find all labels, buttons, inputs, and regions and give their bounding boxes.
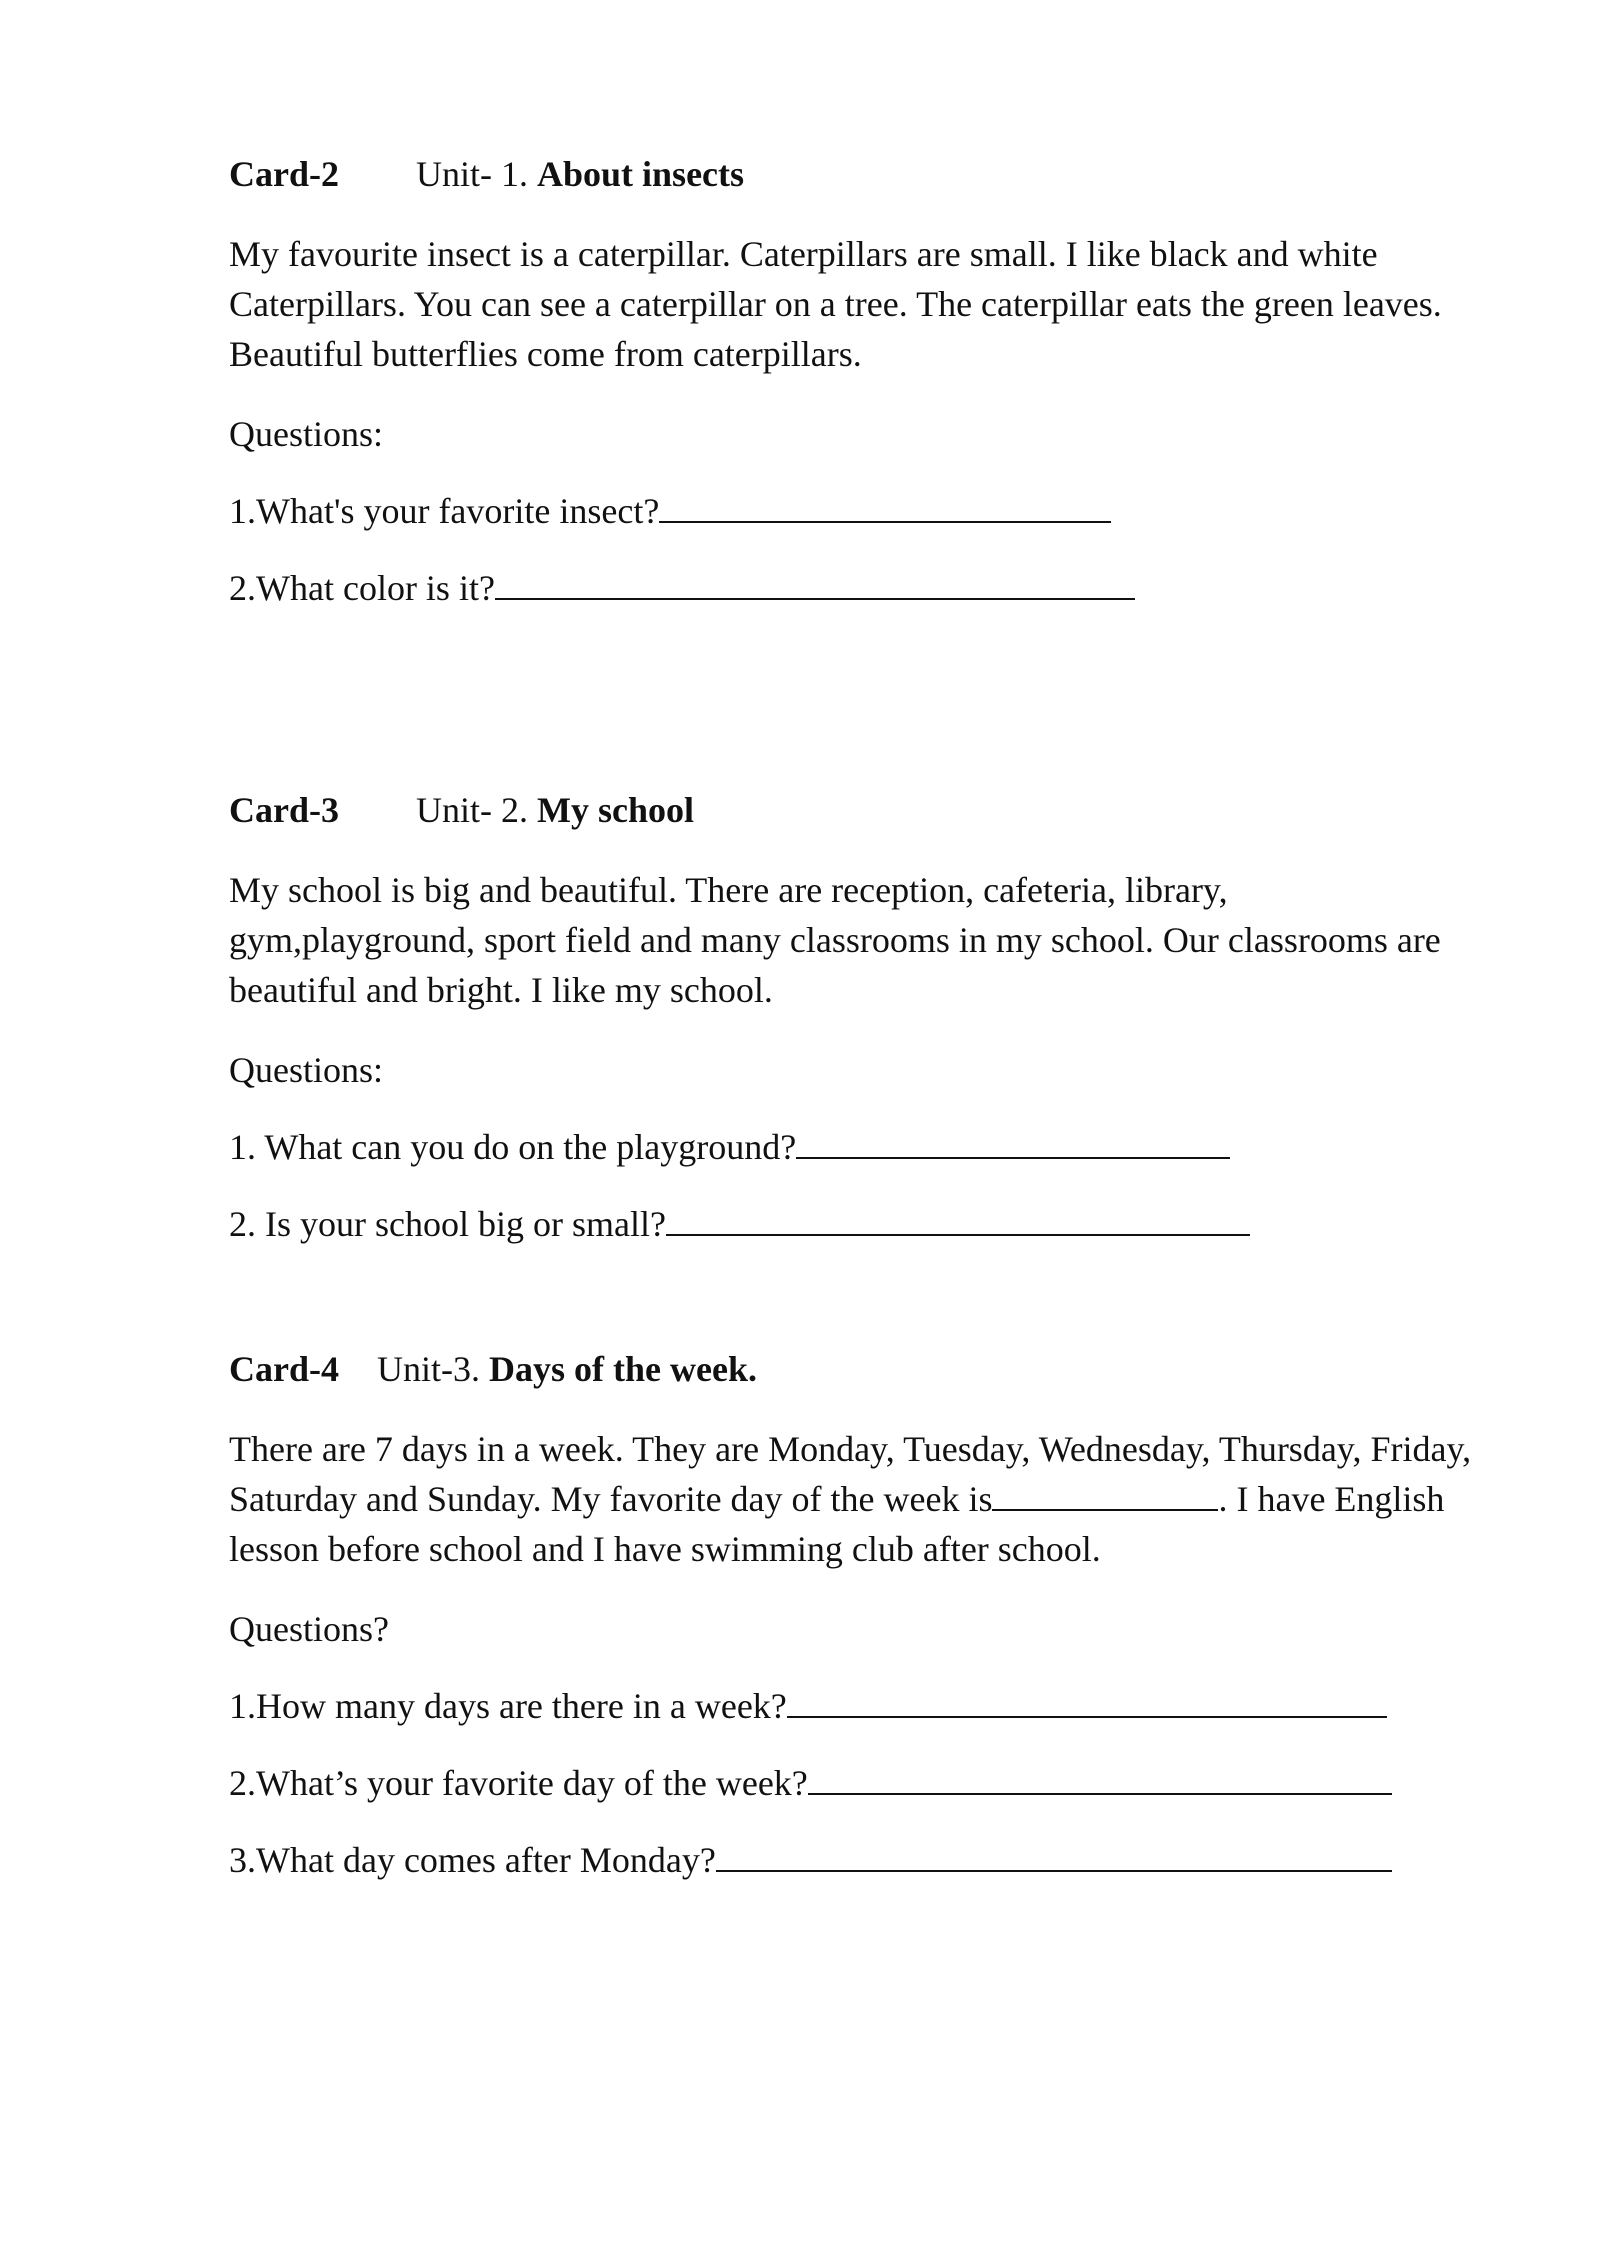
question-1 — [229, 490, 1479, 532]
question-2 — [229, 1762, 1479, 1804]
reading-passage — [229, 1424, 1479, 1574]
card-id: Card-4 — [229, 1349, 339, 1389]
answer-blank — [787, 1686, 1387, 1718]
unit-label: Unit-3. — [377, 1349, 480, 1389]
answer-blank — [666, 1204, 1250, 1236]
card-4 — [229, 1348, 1479, 1881]
questions-label: Questions: — [229, 414, 384, 454]
answer-blank — [808, 1763, 1392, 1795]
favorite-day-blank — [992, 1479, 1218, 1511]
answer-blank — [495, 568, 1135, 600]
question-1 — [229, 1126, 1479, 1168]
passage-after-blank: . I have English lesson before school and I have swimming club after school. — [229, 1479, 1445, 1569]
question-text: 2.What’s your favorite day of the week? — [229, 1763, 808, 1803]
answer-blank — [796, 1127, 1230, 1159]
unit-title: About insects — [537, 154, 745, 194]
card-2 — [229, 153, 1479, 609]
card-id: Card-3 — [229, 790, 339, 830]
question-text: 2. Is your school big or small? — [229, 1204, 666, 1244]
card-3 — [229, 789, 1479, 1245]
question-text: 1.How many days are there in a week? — [229, 1686, 787, 1726]
card-id: Card-2 — [229, 154, 339, 194]
question-text: 2.What color is it? — [229, 568, 495, 608]
unit-title: My school — [537, 790, 694, 830]
unit-label: Unit- 1. — [416, 154, 528, 194]
card-heading — [229, 1348, 1479, 1390]
question-2 — [229, 567, 1479, 609]
unit-title: Days of the week. — [489, 1349, 757, 1389]
card-heading — [229, 789, 1479, 831]
unit-label: Unit- 2. — [416, 790, 528, 830]
passage-before-blank: There are 7 days in a week. They are Monday, Tuesday, Wednesday, Thursday, Friday, Saturday and Sunday. My favorite day of the week is — [229, 1429, 1472, 1519]
reading-passage: My favourite insect is a caterpillar. Caterpillars are small. I like black and white Caterpillars. You can see a caterpillar on a tree. The caterpillar eats the green leaves. Beautiful butterflies come from caterpillars. — [229, 234, 1442, 374]
question-2 — [229, 1203, 1479, 1245]
question-1 — [229, 1685, 1479, 1727]
answer-blank — [659, 491, 1111, 523]
answer-blank — [716, 1840, 1392, 1872]
question-text: 1. What can you do on the playground? — [229, 1127, 797, 1167]
reading-passage: My school is big and beautiful. There are reception, cafeteria, library, gym,playground, sport field and many classrooms in my school. Our classrooms are beautiful and bright. I like my school. — [229, 870, 1441, 1010]
question-text: 3.What day comes after Monday? — [229, 1840, 716, 1880]
questions-label: Questions? — [229, 1609, 389, 1649]
question-3 — [229, 1839, 1479, 1881]
questions-label: Questions: — [229, 1050, 384, 1090]
question-text: 1.What's your favorite insect? — [229, 491, 660, 531]
card-heading — [229, 153, 1479, 195]
